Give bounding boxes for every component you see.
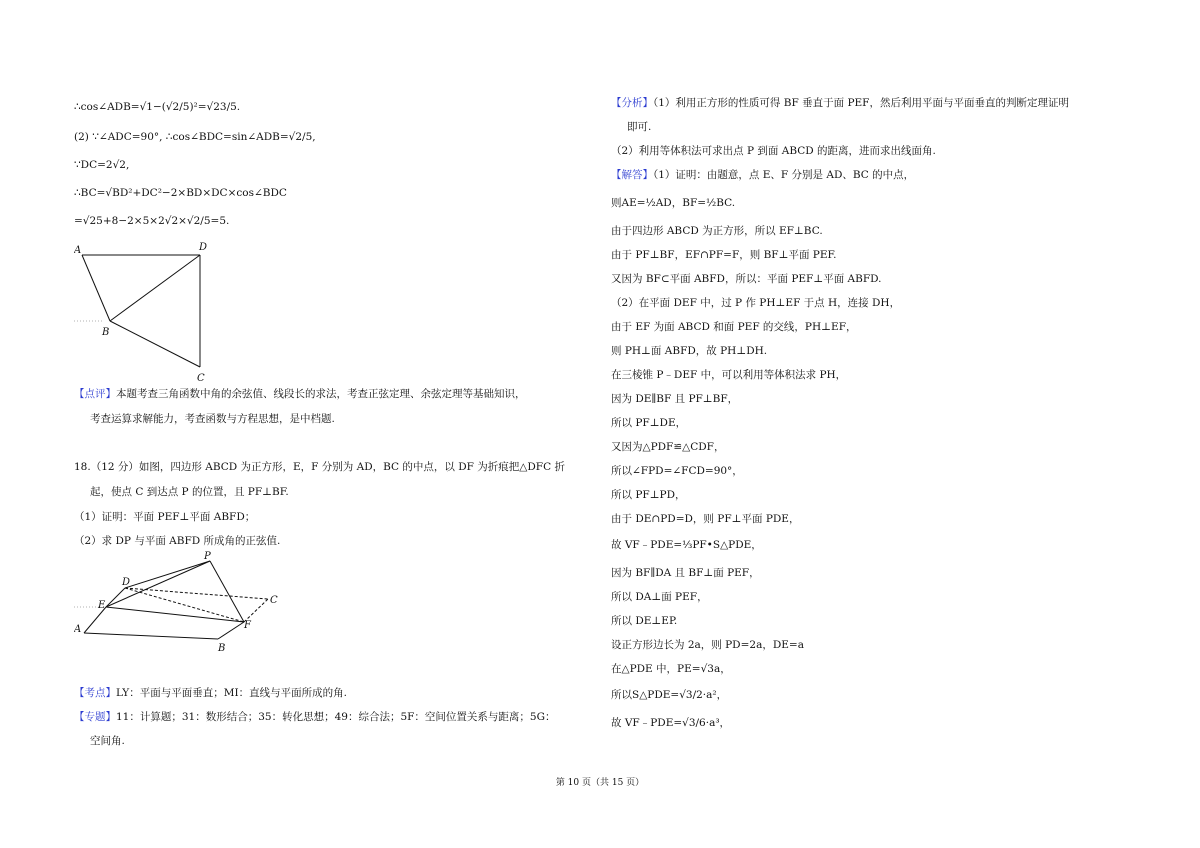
triangle-figure [74,241,234,401]
solution-line-18: 在△PDE 中，PE=√3a， [611,663,731,675]
solution-line-8: 因为 DE∥BF 且 PF⊥BF， [611,393,739,405]
solution-line-7: 在三棱锥 P﹣DEF 中，可以利用等体积法求 PH， [611,369,847,381]
q18-line-2: 起，使点 C 到达点 P 的位置，且 PF⊥BF. [90,486,289,498]
fig2-label-a: A [74,624,82,635]
zhuanti-text-1: 11：计算题；31：数形结合；35：转化思想；49：综合法；5F：空间位置关系与距离；5G： [116,711,556,723]
fig2-label-d: D [122,577,131,588]
fig1-label-c: C [197,373,205,384]
volume-line-2: 故 VF﹣PDE=√3/6·a³， [611,717,731,729]
folded-square-figure [74,551,294,661]
q18-line-1: 18.（12 分）如图，四边形 ABCD 为正方形，E，F 分别为 AD，BC 的中点，以 DF 为折痕把△DFC 折 [74,461,565,473]
fenxi-line-1 [611,96,1069,110]
area-line: 所以S△PDE=√3/2·a²， [611,689,728,701]
fig1-label-b: B [102,327,110,338]
solution-line-16: 所以 DE⊥EP. [611,615,678,627]
fig1-label-a: A [74,245,82,256]
dianping-line-1 [74,387,526,401]
dianping-text-1: 本题考查三角函数中角的余弦值、线段长的求法，考查正弦定理、余弦定理等基础知识， [116,388,526,400]
solution-line-10: 又因为△PDF≌△CDF， [611,441,725,453]
fig2-label-f: F [244,620,251,631]
jieda-tag: 【解答】 [611,169,653,181]
solution-line-2: 由于 PF⊥BF，EF∩PF=F，则 BF⊥平面 PEF. [611,249,837,261]
kaodian-text: LY：平面与平面垂直；MI：直线与平面所成的角. [116,687,347,699]
dianping-tag: 【点评】 [74,388,116,400]
fenxi-text-1: （1）利用正方形的性质可得 BF 垂直于面 PEF，然后利用平面与平面垂直的判断定理证明 [653,97,1069,109]
solution-line-15: 所以 DA⊥面 PEF， [611,591,708,603]
dianping-line-2: 考查运算求解能力，考查函数与方程思想，是中档题. [90,413,335,425]
solution-line-9: 所以 PF⊥DE， [611,417,687,429]
solution-line-6: 则 PH⊥面 ABFD，故 PH⊥DH. [611,345,768,357]
solution-line-4: （2）在平面 DEF 中，过 P 作 PH⊥EF 于点 H，连接 DH， [611,297,901,309]
kaodian-tag: 【考点】 [74,687,116,699]
fenxi-line-3: （2）利用等体积法可求出点 P 到面 ABCD 的距离，进而求出线面角. [611,145,936,157]
solution-line-14: 因为 BF∥DA 且 BF⊥面 PEF， [611,567,760,579]
fenxi-tag: 【分析】 [611,97,653,109]
fig2-label-c: C [270,595,278,606]
cos-bdc-line: (2) ∵∠ADC=90°, ∴cos∠BDC=sin∠ADB=√2/5, [74,131,316,143]
fig2-label-p: P [204,551,211,562]
zhuanti-line-1 [74,710,555,724]
fig1-label-d: D [199,242,208,253]
solution-line-5: 由于 EF 为面 ABCD 和面 PEF 的交线，PH⊥EF， [611,321,857,333]
q18-part-1: （1）证明：平面 PEF⊥平面 ABFD； [74,511,256,523]
solution-line-3: 又因为 BF⊂平面 ABFD，所以：平面 PEF⊥平面 ABFD. [611,273,882,285]
zhuanti-line-2: 空间角. [90,735,125,747]
fig2-label-b: B [218,643,226,654]
bc-result-line: =√25+8−2×5×2√2×√2/5=5. [74,215,230,227]
cos-adb-line: ∴cos∠ADB=√1−(√2/5)²=√23/5. [74,101,241,113]
fenxi-line-2: 即可. [627,121,652,133]
jieda-text-1: （1）证明：由题意，点 E、F 分别是 AD、BC 的中点， [653,169,915,181]
q18-part-2: （2）求 DP 与平面 ABFD 所成角的正弦值. [74,535,281,547]
bc-line: ∴BC=√BD²+DC²−2×BD×DC×cos∠BDC [74,187,287,199]
zhuanti-tag: 【专题】 [74,711,116,723]
volume-line-1: 故 VF﹣PDE=⅓PF•S△PDE， [611,539,762,551]
jieda-line-1 [611,168,914,182]
fig2-label-e: E [98,600,106,611]
page-footer: 第 10 页（共 15 页） [555,778,645,788]
dc-line: ∵DC=2√2, [74,159,130,171]
solution-line-12: 所以 PF⊥PD， [611,489,686,501]
solution-line-1: 由于四边形 ABCD 为正方形，所以 EF⊥BC. [611,225,823,237]
kaodian-line [74,686,347,700]
ae-bf-line: 则AE=½AD，BF=½BC. [611,197,736,209]
solution-line-11: 所以∠FPD=∠FCD=90°， [611,465,743,477]
solution-line-17: 设正方形边长为 2a，则 PD=2a，DE=a [611,639,804,651]
solution-line-13: 由于 DE∩PD=D，则 PF⊥平面 PDE， [611,513,800,525]
